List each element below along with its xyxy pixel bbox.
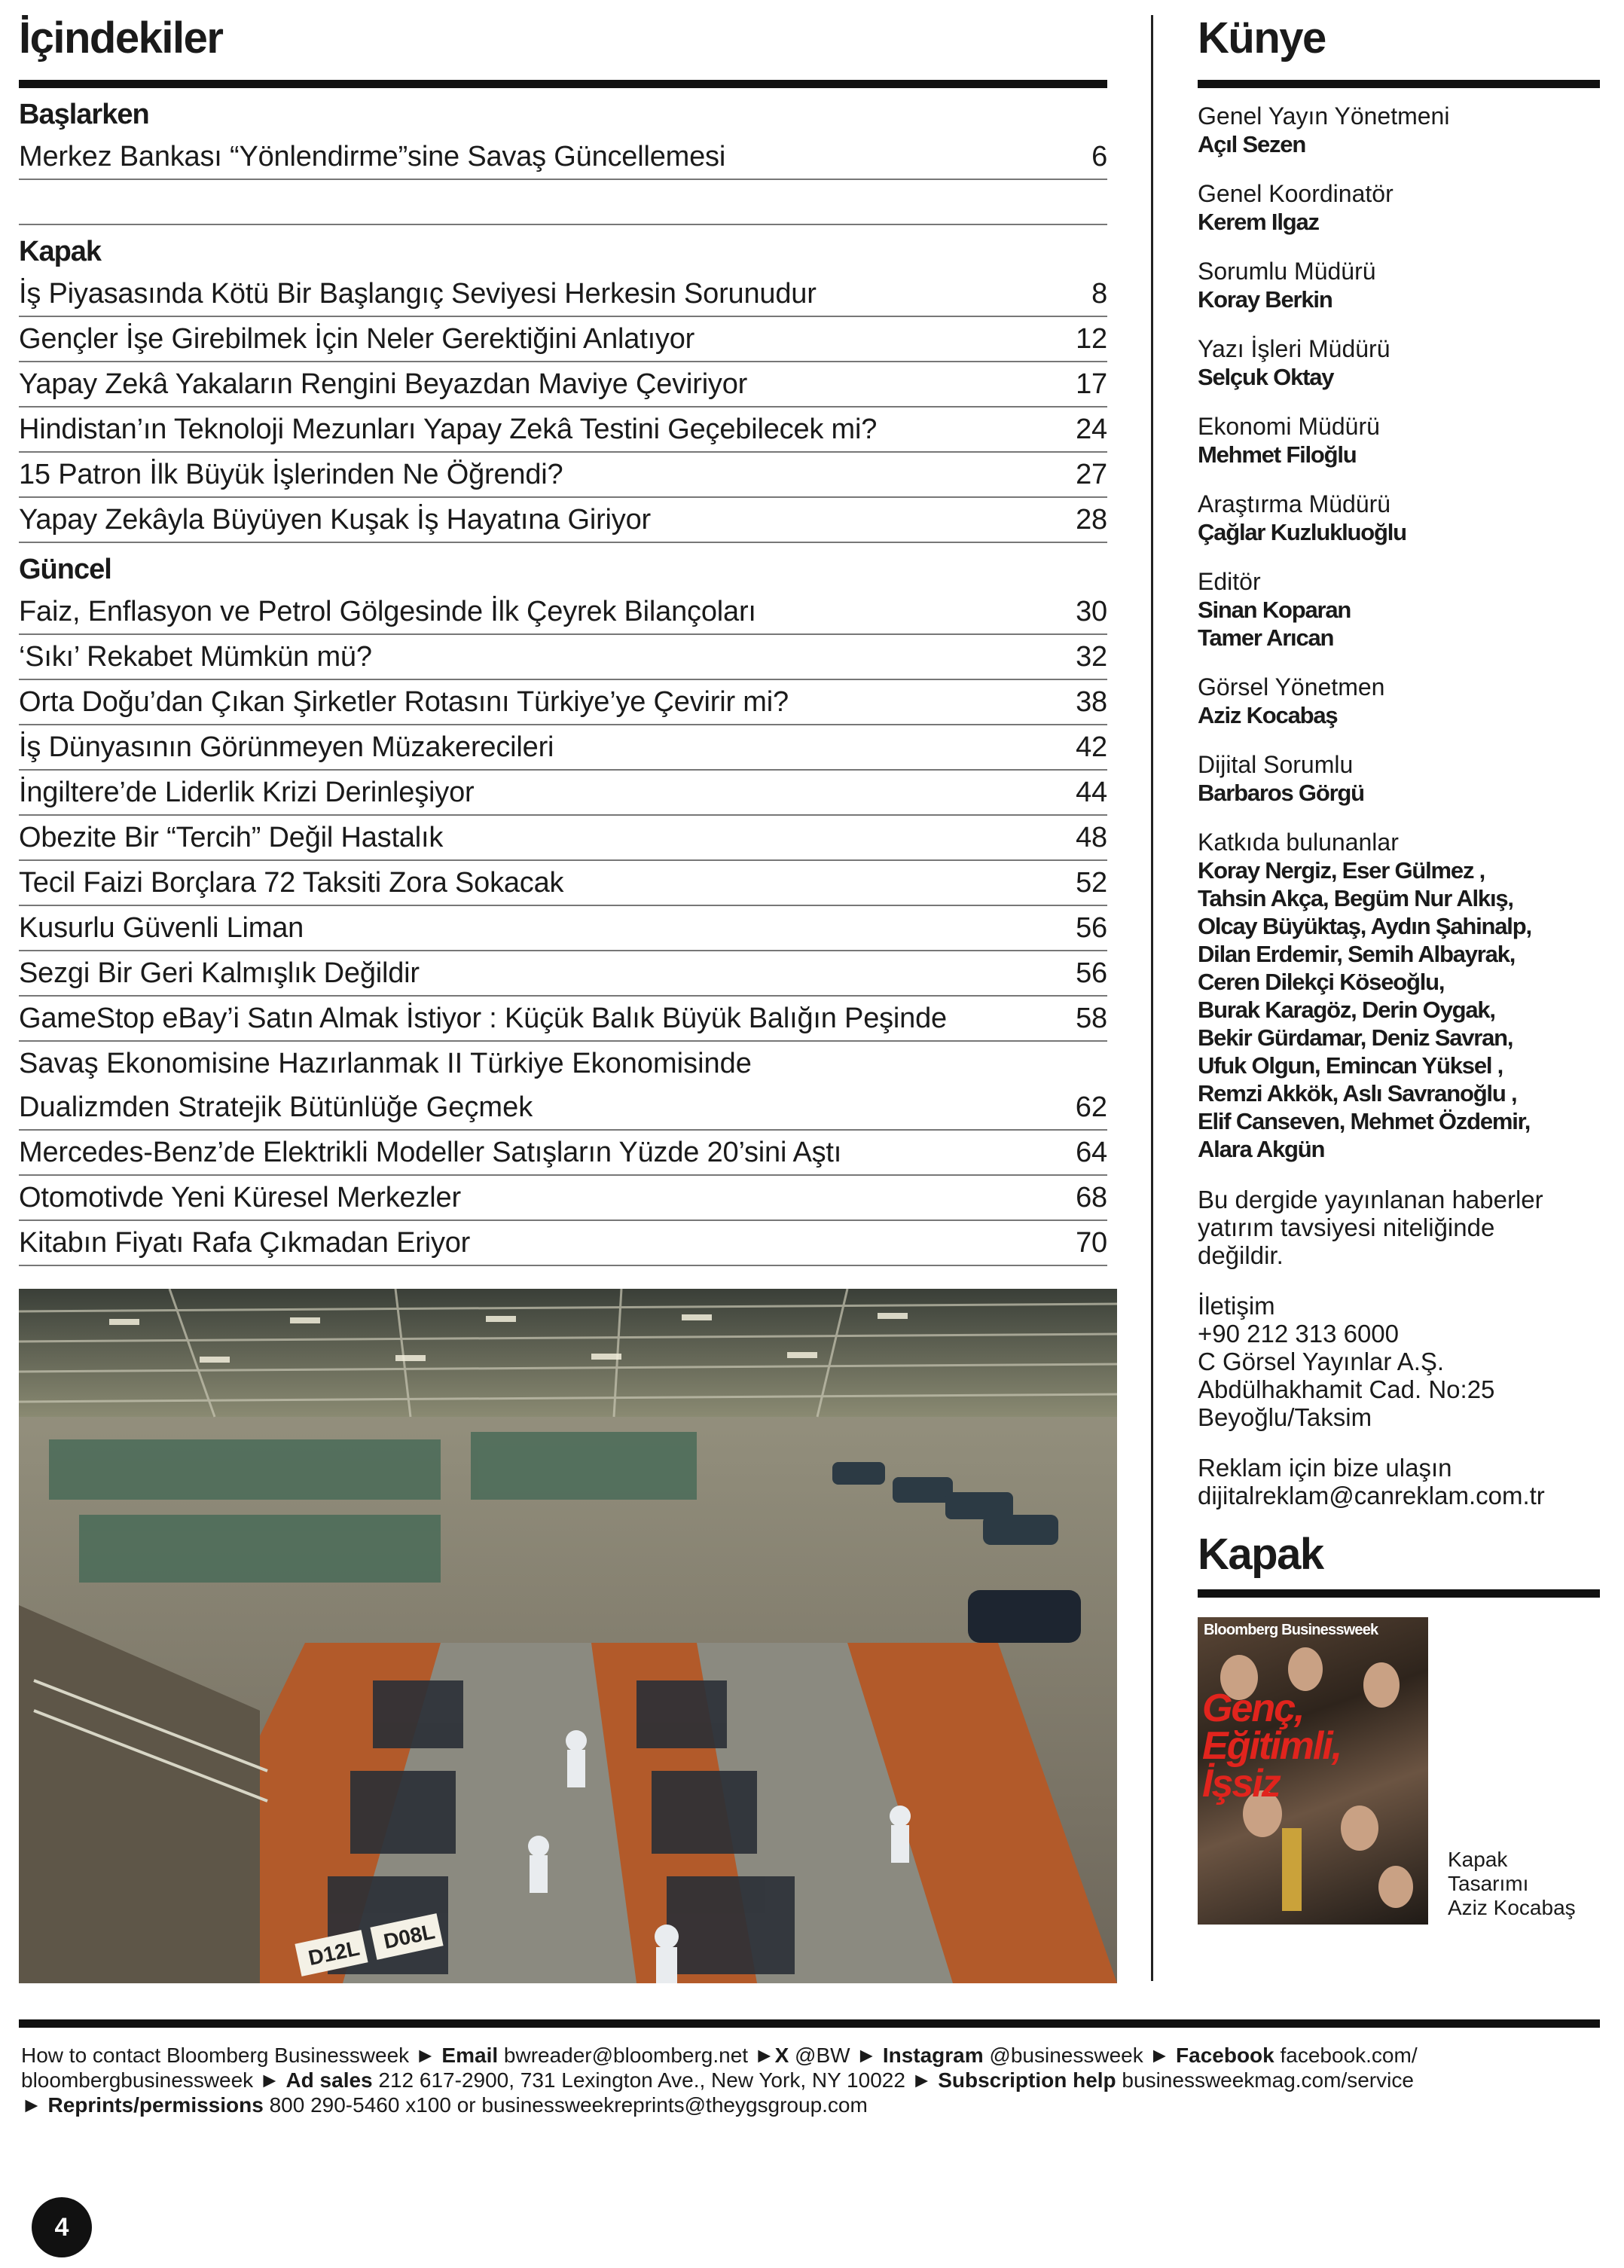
staff-role: Dijital Sorumlu [1198,751,1354,778]
disclaimer-line: Bu dergide yayınlanan haberler [1198,1186,1543,1213]
staff-name: Alara Akgün [1198,1136,1325,1162]
staff-name: Selçuk Oktay [1198,364,1334,390]
toc-entry[interactable] [19,861,1107,906]
toc-entry-title: Tecil Faizi Borçlara 72 Taksiti Zora Sokacak [19,866,564,899]
staff-name: Remzi Akkök, Aslı Savranoğlu , [1198,1080,1517,1107]
toc-entry[interactable] [19,272,1107,317]
footer-label: Instagram [882,2044,984,2067]
toc-title-rule [19,80,1107,88]
toc-entry-title: Savaş Ekonomisine Hazırlanmak II Türkiye Ekonomisinde [19,1048,752,1079]
cover-headline-line: İşsiz [1202,1762,1280,1806]
staff-name: Sinan Koparan [1198,597,1351,623]
staff-name: Koray Berkin [1198,286,1332,313]
staff-name: Koray Nergiz, Eser Gülmez , [1198,857,1485,884]
contact-footer [21,2043,1603,2117]
staff-name: Olcay Büyüktaş, Aydın Şahinalp, [1198,913,1531,939]
staff-name: Aziz Kocabaş [1198,702,1338,728]
toc-entry-page: 52 [1076,866,1107,899]
contact-line: İletişim [1198,1292,1275,1320]
toc-entry-title: Sezgi Bir Geri Kalmışlık Değildir [19,957,420,989]
toc-entry-title: Hindistan’ın Teknoloji Mezunları Yapay Zekâ Testini Geçebilecek mi? [19,413,878,445]
toc-section-heading: Başlarken [19,99,149,130]
staff-name: Elif Canseven, Mehmet Özdemir, [1198,1108,1531,1134]
toc-entry-title: Kitabın Fiyatı Rafa Çıkmadan Eriyor [19,1226,471,1259]
toc-entry[interactable] [19,997,1107,1042]
staff-name: Barbaros Görgü [1198,780,1364,806]
toc-entry-title: İş Dünyasının Görünmeyen Müzakerecileri [19,731,554,763]
toc-entry[interactable] [19,1176,1107,1221]
staff-name: Açıl Sezen [1198,131,1306,157]
footer-line-2 [21,2068,1603,2092]
contact-line: Beyoğlu/Taksim [1198,1403,1372,1431]
masthead-column [1198,8,1600,1925]
footer-label: Facebook [1176,2044,1274,2067]
footer-label: Email [441,2044,499,2067]
toc-entry-page: 56 [1076,957,1107,989]
toc-entry-title: Obezite Bir “Tercih” Değil Hastalık [19,821,444,853]
toc-entry-title: ‘Sıkı’ Rekabet Mümkün mü? [19,640,372,673]
toc-entry-title: Merkez Bankası “Yönlendirme”sine Savaş Güncellemesi [19,140,726,172]
toc-entry-page: 24 [1076,413,1107,445]
staff-role: Genel Koordinatör [1198,180,1394,207]
toc-entry-page: 68 [1076,1181,1107,1213]
staff-name: Bekir Gürdamar, Deniz Savran, [1198,1024,1513,1051]
contact-line: Abdülhakhamit Cad. No:25 [1198,1375,1495,1403]
toc-entry-page: 27 [1076,458,1107,490]
footer-line-3 [21,2092,1603,2117]
toc-entry[interactable] [19,951,1107,997]
cover-caption [1448,1848,1576,1920]
toc-entry-title-cont: Dualizmden Stratejik Bütünlüğe Geçmek [19,1091,533,1123]
toc-entry-page: 30 [1076,595,1107,627]
page-number: 4 [32,2197,92,2257]
cover-row [1198,1617,1600,1925]
staff-name: Ceren Dilekçi Köseoğlu, [1198,969,1445,995]
cover-caption-line: Aziz Kocabaş [1448,1896,1576,1919]
cover-headline-line: Eğitimli, [1202,1724,1342,1768]
toc-entry-title: Orta Doğu’dan Çıkan Şirketler Rotasını Türkiye’ye Çevirir mi? [19,685,789,718]
column-divider [1151,15,1153,1981]
cover-caption-line: Tasarımı [1448,1872,1529,1895]
toc-entry-title: İş Piyasasında Kötü Bir Başlangıç Seviyesi Herkesin Sorunudur [19,277,817,310]
toc-entry-page: 48 [1076,821,1107,853]
staff-role: Genel Yayın Yönetmeni [1198,102,1450,130]
footer-text: businessweekmag.com/service [1116,2068,1414,2092]
toc-entry[interactable] [19,771,1107,816]
toc-entry-title: Faiz, Enflasyon ve Petrol Gölgesinde İlk Çeyrek Bilançoları [19,595,756,627]
staff-role: Görsel Yönetmen [1198,673,1385,701]
toc-entry-page: 56 [1076,911,1107,944]
footer-text: ► [21,2093,48,2117]
toc-entry[interactable] [19,1042,1107,1131]
footer-text: facebook.com/ [1274,2044,1418,2067]
ad-contact [1198,1454,1600,1509]
toc-entry[interactable] [19,635,1107,680]
toc-entry-page: 64 [1076,1136,1107,1168]
toc-section-heading: Güncel [19,554,111,585]
toc-entry-line [19,1042,1107,1085]
toc-entry-page: 62 [1075,1091,1107,1123]
toc-section-heading: Kapak [19,236,102,267]
photo-sign-2: D08L [381,1919,437,1954]
toc-entry[interactable] [19,1221,1107,1266]
footer-rule [19,2019,1600,2028]
footer-text: @BW ► [789,2044,883,2067]
footer-label: Ad sales [285,2068,373,2092]
toc-entry-page: 38 [1076,685,1107,718]
staff-name: Dilan Erdemir, Semih Albayrak, [1198,941,1516,967]
cover-masthead: Bloomberg Businessweek [1204,1622,1378,1638]
toc-entry[interactable] [19,498,1107,543]
toc-entry[interactable] [19,317,1107,362]
toc-entry-title: 15 Patron İlk Büyük İşlerinden Ne Öğrendi? [19,458,563,490]
contact-line: C Görsel Yayınlar A.Ş. [1198,1348,1445,1375]
footer-text: 212 617-2900, 731 Lexington Ave., New York, NY 10022 ► [372,2068,939,2092]
cover-headline [1202,1687,1342,1806]
toc-entry[interactable] [19,362,1107,408]
toc-entry-page: 32 [1076,640,1107,673]
toc-divider [19,180,1107,225]
toc-entry-page: 6 [1091,140,1107,172]
cover-heading: Kapak [1198,1530,1323,1579]
toc-entry-title: Otomotivde Yeni Küresel Merkezler [19,1181,461,1213]
toc-entry[interactable] [19,816,1107,861]
toc-entry-title: Kusurlu Güvenli Liman [19,911,304,944]
contact-line: +90 212 313 6000 [1198,1320,1400,1348]
toc-entry[interactable] [19,408,1107,453]
masthead-title-rule [1198,80,1600,88]
footer-text: bwreader@bloomberg.net ► [498,2044,775,2067]
toc-entry-title: Yapay Zekâ Yakaların Rengini Beyazdan Maviye Çeviriyor [19,368,748,400]
toc-entry[interactable] [19,680,1107,725]
ad-line: Reklam için bize ulaşın [1198,1454,1452,1482]
toc-entry-page: 28 [1076,503,1107,536]
disclaimer [1198,1186,1600,1269]
ad-line: dijitalreklam@canreklam.com.tr [1198,1482,1545,1509]
toc-entry-page: 58 [1076,1002,1107,1034]
toc-entry[interactable] [19,590,1107,635]
toc-entry-title: Yapay Zekâyla Büyüyen Kuşak İş Hayatına Giriyor [19,503,651,536]
toc-entry-title: GameStop eBay’i Satın Almak İstiyor : Küçük Balık Büyük Balığın Peşinde [19,1002,947,1034]
footer-text: How to contact Bloomberg Businessweek ► [21,2044,442,2067]
disclaimer-line: değildir. [1198,1241,1284,1269]
footer-label: Reprints/permissions [47,2093,264,2117]
staff-name: Ufuk Olgun, Emincan Yüksel , [1198,1052,1503,1079]
staff-name: Mehmet Filoğlu [1198,441,1357,468]
toc-entry[interactable] [19,453,1107,498]
toc-entry-title: Mercedes-Benz’de Elektrikli Modeller Satışların Yüzde 20’sini Aştı [19,1136,842,1168]
footer-text: 800 290-5460 x100 or businessweekreprints@theygsgroup.com [263,2093,868,2117]
cover-thumbnail[interactable] [1198,1617,1428,1925]
disclaimer-line: yatırım tavsiyesi niteliğinde [1198,1213,1495,1241]
toc-entry[interactable] [19,906,1107,951]
cover-heading-rule [1198,1589,1600,1598]
staff-list [1198,102,1600,1163]
footer-text: bloombergbusinessweek ► [21,2068,286,2092]
cover-headline-line: Genç, [1202,1687,1304,1730]
toc-entry-page: 44 [1076,776,1107,808]
staff-name: Kerem Ilgaz [1198,209,1319,235]
staff-role: Sorumlu Müdürü [1198,258,1376,285]
toc-entry-page: 17 [1076,368,1107,400]
factory-photo [19,1289,1117,1983]
footer-label: Subscription help [938,2068,1116,2092]
toc-entry-line [19,1085,1107,1129]
staff-role: Yazı İşleri Müdürü [1198,335,1390,362]
toc-entry[interactable] [19,1131,1107,1176]
staff-name: Burak Karagöz, Derin Oygak, [1198,997,1495,1023]
photo-sign-1: D12L [306,1936,362,1970]
toc-entry-page: 70 [1076,1226,1107,1259]
footer-line-1 [21,2043,1603,2068]
staff-name: Çağlar Kuzlukluoğlu [1198,519,1406,545]
cover-caption-line: Kapak [1448,1848,1508,1871]
toc-entry-title: Gençler İşe Girebilmek İçin Neler Gerektiğini Anlatıyor [19,322,695,355]
staff-name: Tamer Arıcan [1198,624,1334,651]
footer-label: X [774,2044,789,2067]
toc-body [19,88,1107,1266]
toc-entry-page: 12 [1076,322,1107,355]
staff-role: Editör [1198,568,1261,595]
footer-text: @businessweek ► [983,2044,1177,2067]
staff-role: Ekonomi Müdürü [1198,413,1380,440]
toc-title: İçindekiler [19,14,223,63]
toc-entry-title: İngiltere’de Liderlik Krizi Derinleşiyor [19,776,475,808]
toc-entry-page: 8 [1091,277,1107,310]
staff-name: Tahsin Akça, Begüm Nur Alkış, [1198,885,1513,911]
toc-entry[interactable] [19,725,1107,771]
table-of-contents [19,8,1107,1266]
contact-info [1198,1292,1600,1431]
toc-entry-page: 42 [1076,731,1107,763]
masthead-title: Künye [1198,14,1326,63]
staff-role: Katkıda bulunanlar [1198,829,1399,856]
staff-role: Araştırma Müdürü [1198,490,1391,517]
toc-entry[interactable] [19,135,1107,180]
